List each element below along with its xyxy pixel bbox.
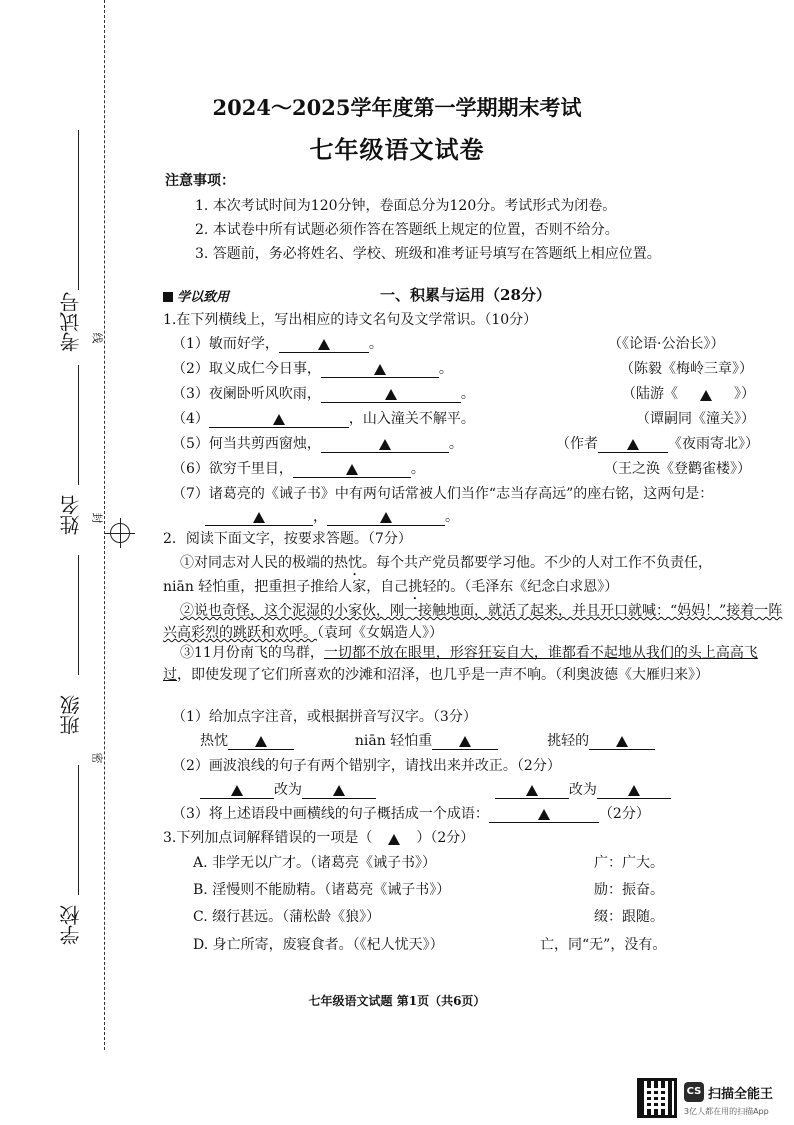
sidebar-label-name: 姓名 xyxy=(59,495,83,535)
q3-gloss-a: 广：广大。 xyxy=(594,855,664,871)
answer-marker-icon xyxy=(459,736,471,747)
q1-item7-sep: ， xyxy=(313,509,327,525)
q1-line-3 xyxy=(172,383,475,403)
q1-line-5 xyxy=(172,433,463,453)
answer-marker-icon xyxy=(538,809,550,820)
q1-source: （陈毅《梅岭三章》） xyxy=(620,361,753,377)
wavy-sentence: ②说也奇怪，这个泥湿的小家伙，刚一接触地面，就活了起来，并且开口就喊：“妈妈！”接着一阵兴高彩烈的跳跃和欢呼。 xyxy=(163,603,783,641)
q1-item7-end: 。 xyxy=(445,509,459,525)
answer-marker-icon xyxy=(253,512,265,523)
q3-gloss-b: 励：振奋。 xyxy=(594,882,664,898)
qr-code-icon xyxy=(637,1078,677,1118)
passage-text: niān 轻怕重，把重担子推给人家，自己 xyxy=(163,579,409,595)
answer-blank[interactable] xyxy=(321,386,461,403)
passage-source: （袁珂《女娲造人》） xyxy=(317,625,443,641)
answer-marker-icon xyxy=(616,736,628,747)
q1-line-end: 。 xyxy=(438,361,453,377)
q1-source: （谭嗣同《潼关》） xyxy=(636,411,755,427)
answer-blank[interactable] xyxy=(489,806,599,823)
underlined-sentence: 一切都不放在眼里，形容狂妄自大，谁都看不起地从我们的头 xyxy=(323,645,702,661)
answer-blank[interactable] xyxy=(327,509,445,526)
q1-source-pre: （作者 xyxy=(556,436,598,452)
pinyin-word-text: 热忱 xyxy=(200,733,228,749)
q1-line-prompt: （6）欲穷千里目， xyxy=(172,461,293,477)
change-label: 改为 xyxy=(274,782,302,798)
q1-line-prompt: （4） xyxy=(172,411,209,427)
answer-blank[interactable] xyxy=(597,782,671,799)
passage-text: 雁归来》） xyxy=(646,667,709,683)
pinyin-word-text: 挑轻的 xyxy=(547,733,590,749)
page-subtitle: 七年级语文试卷 xyxy=(309,135,485,164)
q2-sub3-score: （2分） xyxy=(598,806,650,822)
option-label: D. xyxy=(193,937,209,953)
q3-option-d xyxy=(193,934,444,954)
q1-source-pre: （陆游《 xyxy=(622,386,678,402)
answer-marker-icon xyxy=(346,464,358,475)
answer-marker-icon xyxy=(380,512,392,523)
pinyin-word xyxy=(355,733,498,749)
option-text: 缀行甚远。（蒲松龄《狼》） xyxy=(212,909,381,925)
q1-line-2 xyxy=(172,358,453,378)
underlined-sentence: 上高高飞过 xyxy=(163,645,758,683)
answer-blank[interactable] xyxy=(372,831,416,847)
page-title: 2024～2025学年度第一学期期末考试 xyxy=(212,95,582,120)
q1-source-post: 《夜雨寄北》） xyxy=(668,436,759,452)
side-line-class xyxy=(78,555,79,675)
dotted-char: 忱 xyxy=(348,555,362,571)
answer-blank[interactable] xyxy=(209,411,349,428)
option-text: 非学无以广才。（诸葛亮《诫子书》） xyxy=(212,855,437,871)
notice-item: 2. 本试卷中所有试题必须作答在答题纸上规定的位置，否则不给分。 xyxy=(195,222,619,238)
binding-mark-line: 线 xyxy=(90,332,104,344)
scanner-tagline: 3亿人都在用的扫描App xyxy=(684,1107,769,1116)
q2-sub3-prompt: （3）将上述语段中画横线的句子概括成一个成语： xyxy=(172,806,489,822)
answer-blank[interactable] xyxy=(589,733,655,750)
q2-sub2-items xyxy=(200,779,671,799)
q2-passage-3 xyxy=(163,642,783,686)
answer-blank[interactable] xyxy=(302,782,376,799)
q3-stem-pre: 3.下列加点词解释错误的一项是（ xyxy=(163,830,373,846)
q3-stem-post: ）（2分） xyxy=(416,830,475,846)
answer-marker-icon xyxy=(628,785,640,796)
q1-stem: 1.在下列横线上，写出相应的诗文名句及文学常识。（10分） xyxy=(163,312,538,328)
q1-source-post: 》） xyxy=(734,386,755,402)
section-tag-label: 学以致用 xyxy=(177,290,230,305)
binding-mark-secret: 密 xyxy=(90,752,104,764)
answer-blank[interactable] xyxy=(598,436,668,453)
answer-blank[interactable] xyxy=(279,336,369,353)
sidebar-label-class: 班级 xyxy=(59,695,83,735)
q1-source: （《论语·公治长》） xyxy=(608,336,725,352)
answer-marker-icon xyxy=(231,785,243,796)
answer-blank[interactable] xyxy=(678,387,734,403)
answer-marker-icon xyxy=(700,390,712,401)
answer-marker-icon xyxy=(526,785,538,796)
pinyin-word xyxy=(547,733,655,749)
scanner-app-name: 扫描全能王 xyxy=(708,1087,774,1102)
passage-text: ③11月份南飞的鸟群， xyxy=(180,645,324,661)
answer-marker-icon xyxy=(379,439,391,450)
answer-marker-icon xyxy=(627,439,639,450)
side-line-name xyxy=(78,365,79,485)
side-line-school xyxy=(78,765,79,895)
answer-blank[interactable] xyxy=(205,509,313,526)
q1-line-prompt: （1）敏而好学， xyxy=(172,336,279,352)
q2-passage-2 xyxy=(163,600,783,644)
answer-marker-icon xyxy=(333,785,345,796)
passage-text: 轻的。（毛泽东《纪念白求恩》） xyxy=(422,579,619,595)
q1-source xyxy=(622,383,755,403)
q3-option-a xyxy=(193,852,436,872)
option-text: 淫慢则不能励精。（诸葛亮《诫子书》） xyxy=(212,882,451,898)
page-footer: 七年级语文试题 第1页（共6页） xyxy=(308,994,486,1008)
q1-line-6 xyxy=(172,458,425,478)
pinyin-word xyxy=(200,733,294,749)
answer-blank[interactable] xyxy=(321,361,439,378)
answer-marker-icon xyxy=(318,339,330,350)
q2-sub2: （2）画波浪线的句子有两个错别字，请找出来并改正。（2分） xyxy=(172,758,561,774)
crosshair-icon xyxy=(110,523,130,543)
notice-item: 1. 本次考试时间为120分钟，卷面总分为120分。考试形式为闭卷。 xyxy=(195,198,617,214)
sidebar-label-exam-number: 考试号 xyxy=(59,292,83,352)
sidebar-label-school: 学校 xyxy=(59,905,83,945)
answer-marker-icon xyxy=(273,414,285,425)
camscanner-logo-icon: CS xyxy=(684,1082,704,1102)
q1-line-end: 。 xyxy=(368,336,383,352)
passage-text: ①对同志对人民的极端的热 xyxy=(180,555,348,571)
q1-source: （王之涣《登鹳雀楼》） xyxy=(604,461,751,477)
q3-stem xyxy=(163,827,474,847)
q2-passage-1b xyxy=(163,576,618,603)
q1-line-end: 。 xyxy=(448,436,463,452)
pinyin-word-text: niān 轻怕重 xyxy=(354,733,433,749)
q3-gloss-c: 缀：跟随。 xyxy=(594,909,664,925)
answer-marker-icon xyxy=(374,364,386,375)
section-heading: 一、积累与运用（28分） xyxy=(380,286,551,304)
q1-item7: （7）诸葛亮的《诫子书》中有两句话常被人们当作“志当存高远”的座右铭，这两句是： xyxy=(172,486,714,502)
q3-option-c xyxy=(193,906,380,926)
q2-sub1-items xyxy=(200,730,655,750)
q1-source xyxy=(556,433,759,453)
q1-line-end: ，山入潼关不解平。 xyxy=(348,411,475,427)
binding-mark-seal: 封 xyxy=(90,512,104,524)
notice-item: 3. 答题前，务必将姓名、学校、班级和准考证号填写在答题纸上相应位置。 xyxy=(195,246,661,262)
q1-line-prompt: （3）夜阑卧听风吹雨， xyxy=(172,386,321,402)
answer-blank[interactable] xyxy=(228,733,294,750)
section-tag xyxy=(163,286,229,305)
answer-marker-icon xyxy=(255,736,267,747)
q2-stem: 2．阅读下面文字，按要求答题。（7分） xyxy=(163,531,412,547)
answer-blank[interactable] xyxy=(495,782,569,799)
q2-sub1: （1）给加点字注音，或根据拼音写汉字。（3分） xyxy=(172,709,477,725)
option-label: B. xyxy=(193,882,208,898)
answer-marker-icon xyxy=(385,389,397,400)
q1-item7-answer xyxy=(205,506,459,526)
q1-line-1 xyxy=(172,333,383,353)
q1-line-end: 。 xyxy=(460,386,475,402)
q1-line-prompt: （2）取义成仁今日事， xyxy=(172,361,321,377)
change-label: 改为 xyxy=(568,782,597,798)
q1-line-prompt: （5）何当共剪西窗烛， xyxy=(172,436,321,452)
q1-line-4 xyxy=(172,408,475,428)
q2-passage-1 xyxy=(180,552,712,579)
option-label: A. xyxy=(193,855,208,871)
answer-blank[interactable] xyxy=(200,782,274,799)
answer-blank[interactable] xyxy=(321,436,449,453)
answer-marker-icon xyxy=(388,834,400,845)
answer-blank[interactable] xyxy=(293,461,411,478)
q3-option-b xyxy=(193,879,450,899)
q2-sub3 xyxy=(172,803,650,823)
option-label: C. xyxy=(193,909,208,925)
option-text: 身亡所寄，废寝食者。（《杞人忧天》） xyxy=(212,937,444,953)
answer-blank[interactable] xyxy=(432,733,498,750)
dotted-char: 挑 xyxy=(408,579,423,595)
q3-gloss-d: 亡，同“无”，没有。 xyxy=(540,937,667,953)
notice-heading: 注意事项： xyxy=(165,173,235,189)
passage-text: 。每个共产党员都要学习他。不少的人对工作不负责任， xyxy=(362,555,712,571)
q1-line-end: 。 xyxy=(410,461,425,477)
passage-text: ，即使发现了它们所喜欢的沙滩和沼泽，也几乎是一声不响。（利奥波德《大 xyxy=(177,667,646,683)
